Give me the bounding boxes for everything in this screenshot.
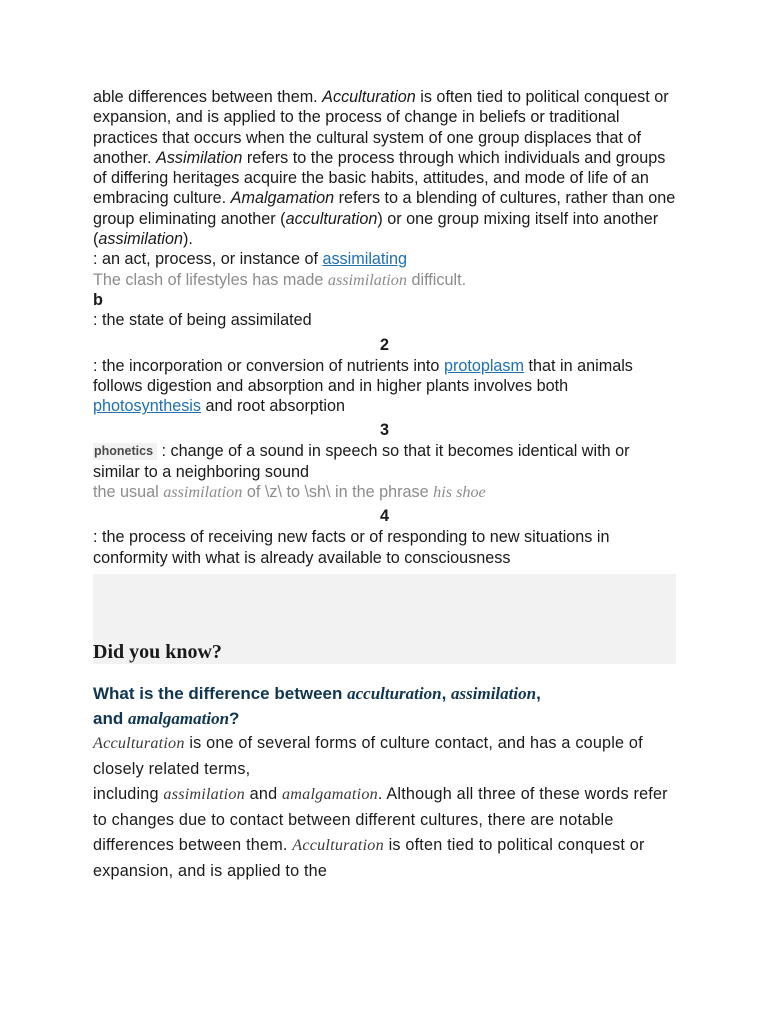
term-amalgamation: Amalgamation [230,189,335,208]
intro-text: refers to a blending of cultures, rather than one group eliminating another ( [93,189,676,228]
example-text: the usual [93,483,164,502]
definition-4: : the process of receiving new facts or of responding to new situations in conformity with what is already available to consciousness [93,528,610,567]
article [93,87,676,885]
term-amalgamation: amalgamation [127,708,230,728]
term-acculturation: acculturation [347,683,442,703]
sense-number-3: 3 [379,421,389,440]
did-you-know-heading: Did you know? [93,640,222,663]
phonetics-label: phonetics [93,443,157,460]
intro-text: refers to the process through which individuals and groups of differing heritages acquire the basic habits, attitudes, and mode of life of an embracing culture. [93,148,666,208]
photosynthesis-link[interactable]: photosynthesis [93,397,201,416]
term-assimilation: Assimilation [156,148,243,167]
difference-question-heading [93,681,676,731]
term-assimilation: assimilation [451,683,537,703]
heading-text: , [536,683,541,703]
sense-number-4: 4 [379,507,389,526]
protoplasm-link[interactable]: protoplasm [443,356,525,375]
example-text: The clash of lifestyles has made [93,270,328,289]
body-text: is one of several forms of culture contact, and has a couple of closely related terms, [93,733,643,778]
body-text: including [93,785,164,804]
example-text: difficult. [407,270,467,289]
intro-text: ). [182,230,193,249]
definition-1a [93,249,676,269]
definition-3 [93,441,676,482]
did-you-know-body [93,731,676,885]
intro-text: ) or one group mixing itself into another ( [93,209,659,249]
did-you-know-banner [93,574,676,664]
intro-text: is often tied to political conquest or expansion, and is applied to the process of change in beliefs or traditional practices that occurs when the cultural system of one group displaces that of another. [93,88,669,167]
definition-text: and root absorption [201,397,345,416]
definition-text: : an act, process, or instance of [93,250,323,269]
example-headword: assimilation [327,270,407,289]
body-text: is often tied to political conquest or expansion, and is applied to the [93,836,645,880]
term-acculturation: Acculturation [292,836,384,855]
sense-letter-b: b [93,290,103,309]
example-1a [93,270,676,290]
definition-text: : the incorporation or conversion of nutrients into [93,356,444,375]
definition-text: : change of a sound in speech so that it becomes identical with or similar to a neighboring sound [93,442,630,481]
example-text: of \z\ to \sh\ in the phrase [242,483,434,502]
term-acculturation: Acculturation [322,88,416,106]
definition-2 [93,356,676,417]
definition-1b: : the state of being assimilated [93,311,312,330]
heading-text: What is the difference between [93,683,348,703]
body-text: . Although all three of these words refer to changes due to contact between different cultures, there are notable differences between them. [93,785,668,855]
heading-text: ? [229,708,240,728]
term-assimilation: assimilation [98,230,183,249]
example-phrase: his shoe [433,483,486,502]
intro-text: able differences between them. [93,88,323,106]
term-amalgamation: amalgamation [281,785,378,804]
example-3 [93,482,676,502]
definition-text: that in animals follows digestion and absorption and in higher plants involves both [93,356,633,395]
term-acculturation: acculturation [285,209,378,228]
term-assimilation: assimilation [163,785,245,804]
assimilating-link[interactable]: assimilating [322,250,408,269]
heading-text: , [441,683,452,703]
intro-paragraph [93,87,676,249]
heading-text: and [93,708,128,728]
term-acculturation: Acculturation [93,733,185,752]
body-text: and [244,785,282,804]
sense-number-2: 2 [379,335,389,354]
example-headword: assimilation [163,483,243,502]
